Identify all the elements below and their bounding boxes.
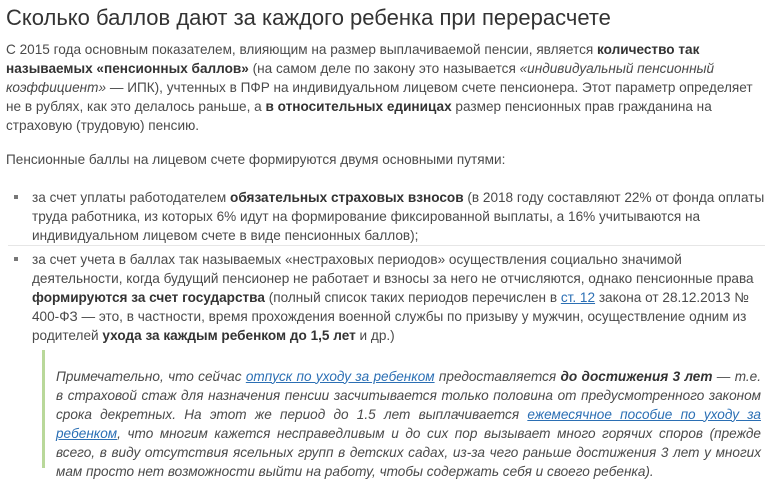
bullet2-bold-2: ухода за каждым ребенком до 1,5 лет bbox=[102, 328, 356, 343]
intro-text-2: (на самом деле по закону это называется bbox=[248, 61, 520, 76]
bullet-icon bbox=[14, 195, 18, 199]
bullet2-text-4: и др.) bbox=[355, 328, 395, 343]
intro-bold-2: в относительных единицах bbox=[265, 99, 452, 114]
list-item-text bbox=[32, 250, 768, 345]
intro-italic-1: «индивидуальный пенсионный коэффициент» bbox=[6, 61, 715, 95]
bullet1-text-1: за счет уплаты работодателем bbox=[32, 190, 231, 205]
bullet1-text-2: (в 2018 году составляют 22% от фонда оплаты труда работника, из которых 6% идут на формирование фиксированной выплаты, а 16% учитываются на индивидуальном лицевом счете в виде пенсионных баллов); bbox=[32, 190, 765, 243]
parental-leave-link[interactable]: отпуск по уходу за ребенком bbox=[245, 368, 435, 384]
list-item-text bbox=[32, 188, 768, 245]
intro-text-4: размер пенсионных прав гражданина на страховую (трудовую) пенсию. bbox=[6, 99, 712, 133]
note-text-3: — т.е. в страховой стаж для назначения пенсии засчитывается только половина от предусмотренного законом срока декретных. На этот же период до 1.5 лет выплачивается bbox=[56, 368, 762, 422]
page-title: Сколько баллов дают за каждого ребенка при перерасчете bbox=[6, 5, 611, 30]
note-text-1: Примечательно, что сейчас bbox=[56, 368, 246, 384]
quote-bar bbox=[42, 350, 45, 468]
note-text-2: предоставляется bbox=[434, 368, 561, 384]
list-divider bbox=[8, 245, 765, 246]
ways-paragraph: Пенсионные баллы на лицевом счете формируются двумя основными путями: bbox=[6, 152, 506, 167]
note-text bbox=[56, 367, 761, 481]
bullet2-text-1: за счет учета в баллах так называемых «нестраховых периодов» осуществления социально значимой деятельности, когда будущий пенсионер не работает и взносы за него не отчисляются, однако пенсионные права bbox=[32, 252, 754, 286]
bullet2-text-2: (полный список таких периодов перечислен в bbox=[264, 290, 561, 305]
note-bold-1: до достижения 3 лет bbox=[560, 368, 713, 384]
note-blockquote bbox=[42, 350, 762, 479]
monthly-allowance-link[interactable]: ежемесячное пособие по уходу за ребенком bbox=[56, 406, 761, 441]
bullet-icon bbox=[14, 257, 18, 261]
bullet2-bold-1: формируются за счет государства bbox=[32, 290, 265, 305]
intro-paragraph bbox=[6, 40, 766, 135]
intro-bold-1: количество так называемых «пенсионных баллов» bbox=[6, 42, 700, 76]
bullet1-bold-1: обязательных страховых взносов bbox=[230, 190, 464, 205]
note-text-4: , что многим кажется несправедливым и до сих пор вызывает много горячих споров (прежде всего, в виду отсутствия ясельных групп в детских садах, из-за чего раньше достижения 3 лет у многих мам просто нет возможности выйти на работу, чтобы содержать себя и своего ребенка). bbox=[56, 425, 761, 479]
bullet2-text-3: закона от 28.12.2013 № 400-ФЗ — это, в частности, время прохождения военной службы по призыву у мужчин, осуществление одним из родителей bbox=[32, 290, 749, 343]
intro-text-1: С 2015 года основным показателем, влияющим на размер выплачиваемой пенсии, является bbox=[6, 42, 598, 57]
intro-text-3: — ИПК), учтенных в ПФР на индивидуальном лицевом счете пенсионера. Этот параметр определяет не в рублях, как это делалось раньше, а bbox=[6, 80, 753, 114]
law-article-link[interactable]: ст. 12 bbox=[560, 290, 596, 305]
